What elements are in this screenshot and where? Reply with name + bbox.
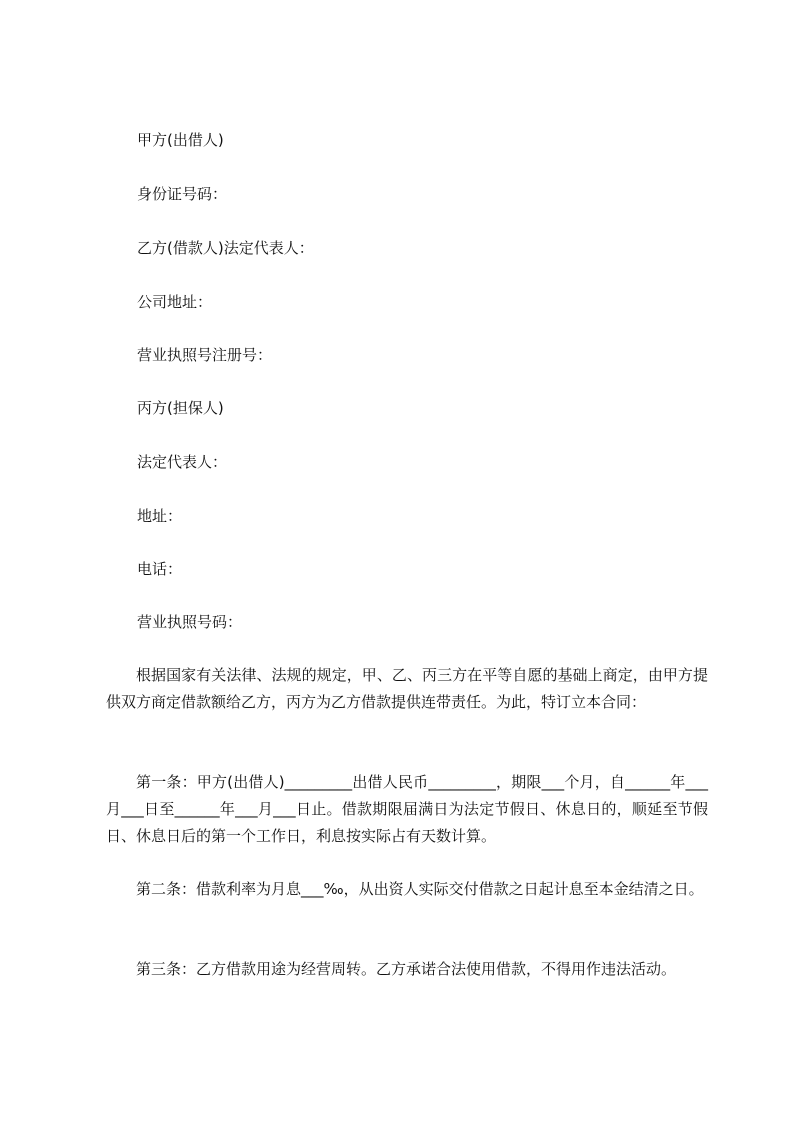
preamble-paragraph: 根据国家有关法律、法规的规定，甲、乙、丙三方在平等自愿的基础上商定，由甲方提供双方商定借款额给乙方，丙方为乙方借款提供连带责任。为此，特订立本合同：	[106, 666, 708, 711]
party-b-representative-label: 乙方(借款人)法定代表人：	[137, 239, 314, 257]
company-address-label: 公司地址：	[137, 293, 213, 311]
party-c-label: 丙方(担保人)	[137, 399, 224, 417]
address-label: 地址：	[137, 507, 183, 525]
article-3: 第三条：乙方借款用途为经营周转。乙方承诺合法使用借款，不得用作违法活动。	[136, 960, 677, 978]
legal-representative-label: 法定代表人：	[137, 453, 228, 471]
article-1: 第一条：甲方(出借人)_________出借人民币_________，期限___个月，自______年___月___日至______年___月___日止。借款期限届满日为法定节假日、休息日的，顺延至节假日、休息日后的第一个工作日，利息按实际占有天数计算。	[106, 773, 708, 845]
article-2: 第二条：借款利率为月息___‰，从出资人实际交付借款之日起计息至本金结清之日。	[136, 880, 704, 898]
business-license-registration-label: 营业执照号注册号：	[137, 346, 273, 364]
id-number-label: 身份证号码：	[137, 185, 228, 203]
business-license-number-label: 营业执照号码：	[137, 613, 243, 631]
phone-label: 电话：	[137, 560, 183, 578]
party-a-label: 甲方(出借人)	[137, 131, 224, 149]
